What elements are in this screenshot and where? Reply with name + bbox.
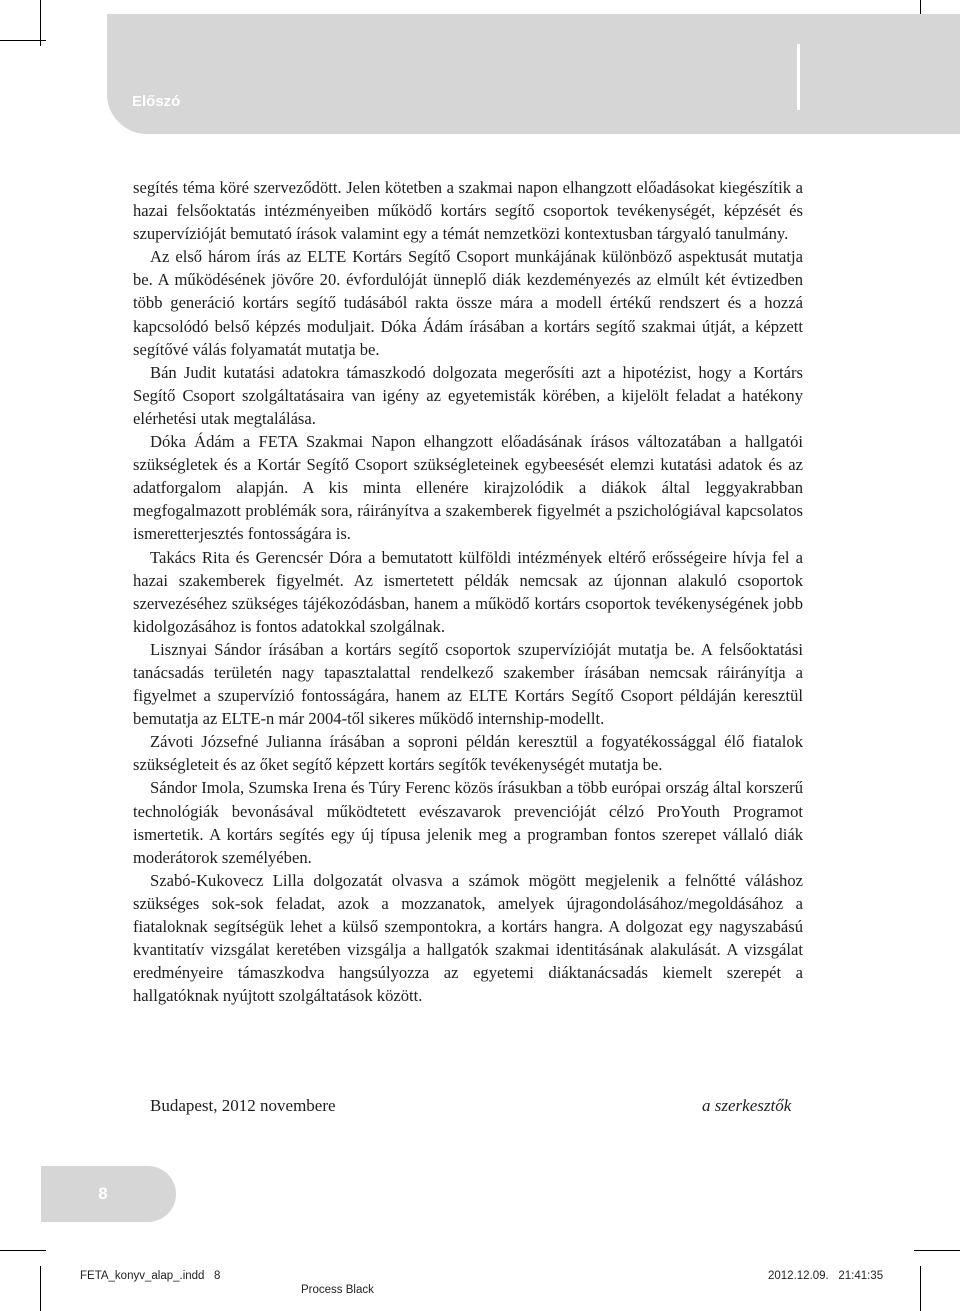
slug-datetime: 2012.12.09. 21:41:35: [768, 1270, 884, 1282]
paragraph: Závoti Józsefné Julianna írásában a soproni példán keresztül a fogyatékossággal élő fiatalok szükségleteit és az őket segítő képzett kortárs segítők tevékenységét mutatja be.: [133, 732, 803, 775]
crop-mark: [0, 1250, 46, 1251]
crop-mark: [920, 1266, 921, 1311]
paragraph: Szabó-Kukovecz Lilla dolgozatát olvasva a számok mögött megjelenik a felnőtté váláshoz szükséges sok-sok feladat, azok a mozzanatok, amelyek újragondolásához/megoldásához a fiataloknak segítségük lehet a külső szempontokra, a kortárs hangra. A dolgozat egy nagyszabású kvantitatív vizsgálat keretében vizsgálja a hallgatók szakmai identitásának alakulását. A vizsgálat eredményeire támaszkodva hangsúlyozza az egyetemi diáktanácsadás kiemelt szerepét a hallgatóknak nyújtott szolgáltatások között.: [133, 870, 803, 1006]
paragraph: Lisznyai Sándor írásában a kortárs segítő csoportok szupervízióját mutatja be. A felsőoktatási tanácsadás területén nagy tapasztalattal rendelkező szakember írásában nemcsak ráirányítja a figyelmet a szupervízió fontosságára, hanem az ELTE Kortárs Segítő Csoport példáján keresztül bemutatja az ELTE-n már 2004-től sikeres működő internship-modellt.: [133, 639, 803, 729]
page-number: 8: [98, 1184, 108, 1203]
paragraph: Az első három írás az ELTE Kortárs Segítő Csoport munkájának különböző aspektusát mutatja be. A működésének jövőre 20. évfordulóját ünneplő diák kezdeményezés az elmúlt két évtizedben több generáció kortárs segítő tudásából rakta össze mára a modell értékű rendszert és a hozzá kapcsolódó belső képzés moduljait. Dóka Ádám írásában a kortárs segítő szakmai útját, a képzett segítővé válás folyamatát mutatja be.: [133, 247, 803, 359]
paragraph: Bán Judit kutatási adatokra támaszkodó dolgozata megerősíti azt a hipotézist, hogy a Kortárs Segítő Csoport szolgáltatásaira van igény az egyetemisták körében, a kijelölt feladat a hatékony elérhetési utak megtalálása.: [133, 362, 803, 428]
header-rule: [797, 44, 800, 110]
crop-mark: [0, 40, 46, 41]
paragraph: Takács Rita és Gerencsér Dóra a bemutatott külföldi intézmények eltérő erősségeire hívja fel a hazai szakemberek figyelmét. Az ismertetett példák nemcsak az újonnan alakuló csoportok szervezéséhez szükséges tájékozódásban, hanem a működő kortárs csoportok tevékenységének jobb kidolgozásához is fontos adatokkal szolgálnak.: [133, 547, 803, 636]
slug-filename: FETA_konyv_alap_.indd 8: [80, 1270, 221, 1282]
slug-color: Process Black: [301, 1284, 374, 1296]
signature-place-date: Budapest, 2012 novembere: [150, 1096, 336, 1115]
section-title: Előszó: [132, 93, 181, 110]
paragraph: segítés téma köré szerveződött. Jelen kötetben a szakmai napon elhangzott előadásokat kiegészítik a hazai felsőoktatás intézményeiben működő kortárs segítő csoportok tevékenységét, képzését és szupervízióját bemutató írások valamint egy a témát nemzetközi kontextusban tárgyaló tanulmány.: [133, 178, 803, 244]
paragraph: Dóka Ádám a FETA Szakmai Napon elhangzott előadásának írásos változatában a hallgatói szükségletek és a Kortár Segítő Csoport szükségleteinek egybeesését elemzi kutatási adatok és az adatforgalom alapján. A kis minta ellenére kirajzolódik a diákok által leggyakrabban megfogalmazott problémák sora, ráirányítva a szakemberek figyelmét a pszichológiával kapcsolatos ismeretterjesztés fontosságára is.: [133, 432, 803, 544]
paragraph: Sándor Imola, Szumska Irena és Túry Ferenc közös írásukban a több európai ország által korszerű technológiák bevonásával működtetett evészavarok prevencióját célzó ProYouth Programot ismertetik. A kortárs segítés egy új típusa jelenik meg a programban fontos szerepet vállaló diák moderátorok személyében.: [133, 778, 803, 867]
crop-mark: [40, 1266, 41, 1311]
crop-mark: [914, 1250, 960, 1251]
header-band: [107, 14, 960, 134]
body-text: [133, 176, 803, 1007]
signature-editors: a szerkesztők: [702, 1096, 792, 1115]
